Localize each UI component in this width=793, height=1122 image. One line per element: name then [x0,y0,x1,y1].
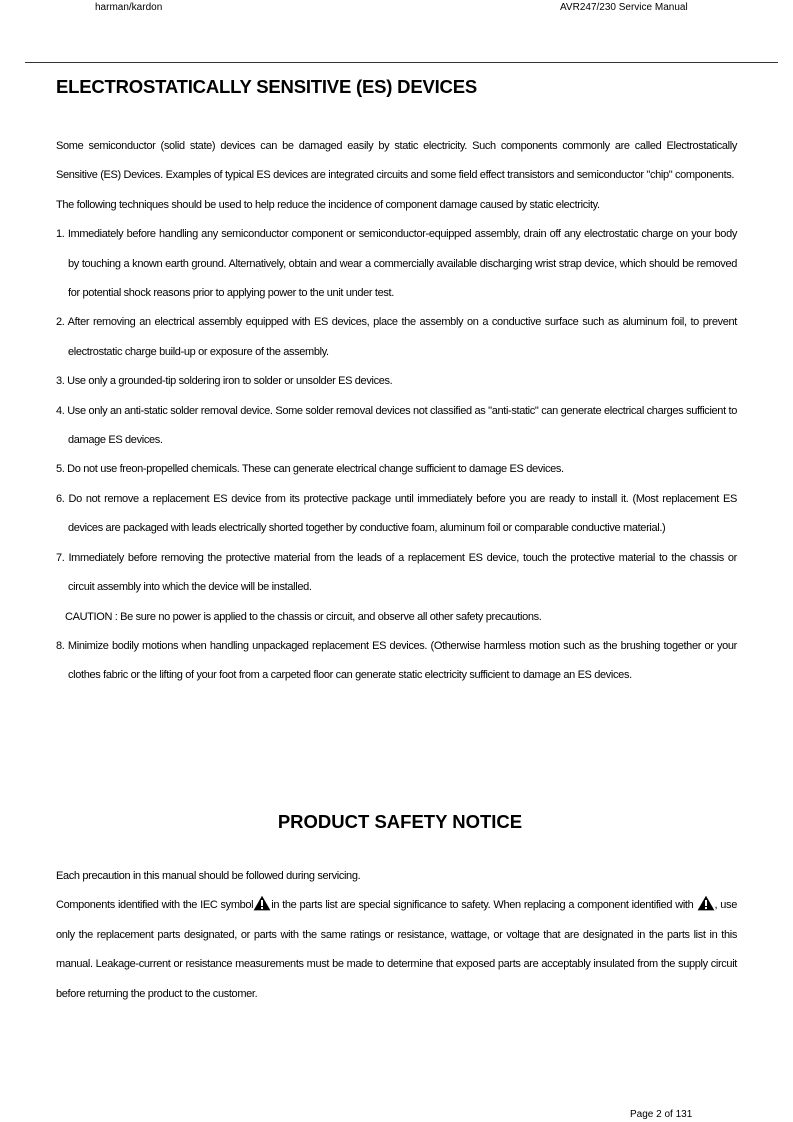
es-intro-paragraph: Some semiconductor (solid state) devices can be damaged easily by static electricity. Such components commonly are called Electrostatically Sensitive (ES) Devices. Examples of typical ES devices are integrated circuits and some field effect transistors and semiconductor "chip" components. [56,140,737,182]
safety-text-part-1: Components identified with the IEC symbol [56,899,254,912]
list-item: 5. Do not use freon-propelled chemicals. These can generate electrical change sufficient to damage ES devices. [56,463,564,476]
safety-text-part-2: in the parts list are special significance to safety. When replacing a component identified with [271,899,694,912]
page-number: Page 2 of 131 [630,1109,693,1120]
techniques-intro: The following techniques should be used to help reduce the incidence of component damage caused by static electricity. [56,198,600,211]
header-divider [25,62,778,63]
safety-line-1: Each precaution in this manual should be followed during servicing. [56,870,361,882]
safety-text-part-3: , use only the replacement parts designated, or parts with the same ratings or resistance, wattage, or voltage that are designated in the parts list in this manual. Leakage-current or resistance measurements must be made to determine that exposed parts are acceptably insulated from the supply circuit before returning the product to the customer. [56,899,737,1000]
caution-note: CAUTION : Be sure no power is applied to the chassis or circuit, and observe all other safety precautions. [65,610,542,623]
es-section-title: ELECTROSTATICALLY SENSITIVE (ES) DEVICES [56,76,477,97]
list-item: 8. Minimize bodily motions when handling unpackaged replacement ES devices. (Otherwise harmless motion such as the brushing together or your clothes fabric or the lifting of your foot from a carpeted floor can generate static electricity sufficient to damage an ES devices. [56,639,737,682]
list-item: 6. Do not remove a replacement ES device from its protective package until immediately before you are ready to install it. (Most replacement ES devices are packaged with leads electrically shorted together by conductive foam, aluminum foil or comparable conductive material.) [56,492,737,535]
safety-section-body [56,862,737,1009]
list-item: 7. Immediately before removing the protective material from the leads of a replacement ES device, touch the protective material to the chassis or circuit assembly into which the device will be installed. [56,551,737,594]
list-item: 2. After removing an electrical assembly equipped with ES devices, place the assembly on a conductive surface such as aluminum foil, to prevent electrostatic charge build-up or exposure of the assembly. [56,316,737,358]
warning-triangle-icon [253,895,271,911]
list-item: 3. Use only a grounded-tip soldering iron to solder or unsolder ES devices. [56,375,393,388]
list-item: 1. Immediately before handling any semiconductor component or semiconductor-equipped assembly, drain off any electrostatic charge on your body by touching a known earth ground. Alternatively, obtain and wear a commercially available discharging wrist strap device, which should be removed for potential shock reasons prior to applying power to the unit under test. [56,228,737,300]
header-brand: harman/kardon [95,2,163,13]
safety-paragraph [56,891,737,1009]
safety-section-title: PRODUCT SAFETY NOTICE [277,811,523,832]
warning-triangle-icon [697,895,715,911]
es-section-body [56,132,737,691]
list-item: 4. Use only an anti-static solder removal device. Some solder removal devices not classified as "anti-static" can generate electrical charges sufficient to damage ES devices. [56,404,737,447]
header-manual-title: AVR247/230 Service Manual [560,2,688,13]
